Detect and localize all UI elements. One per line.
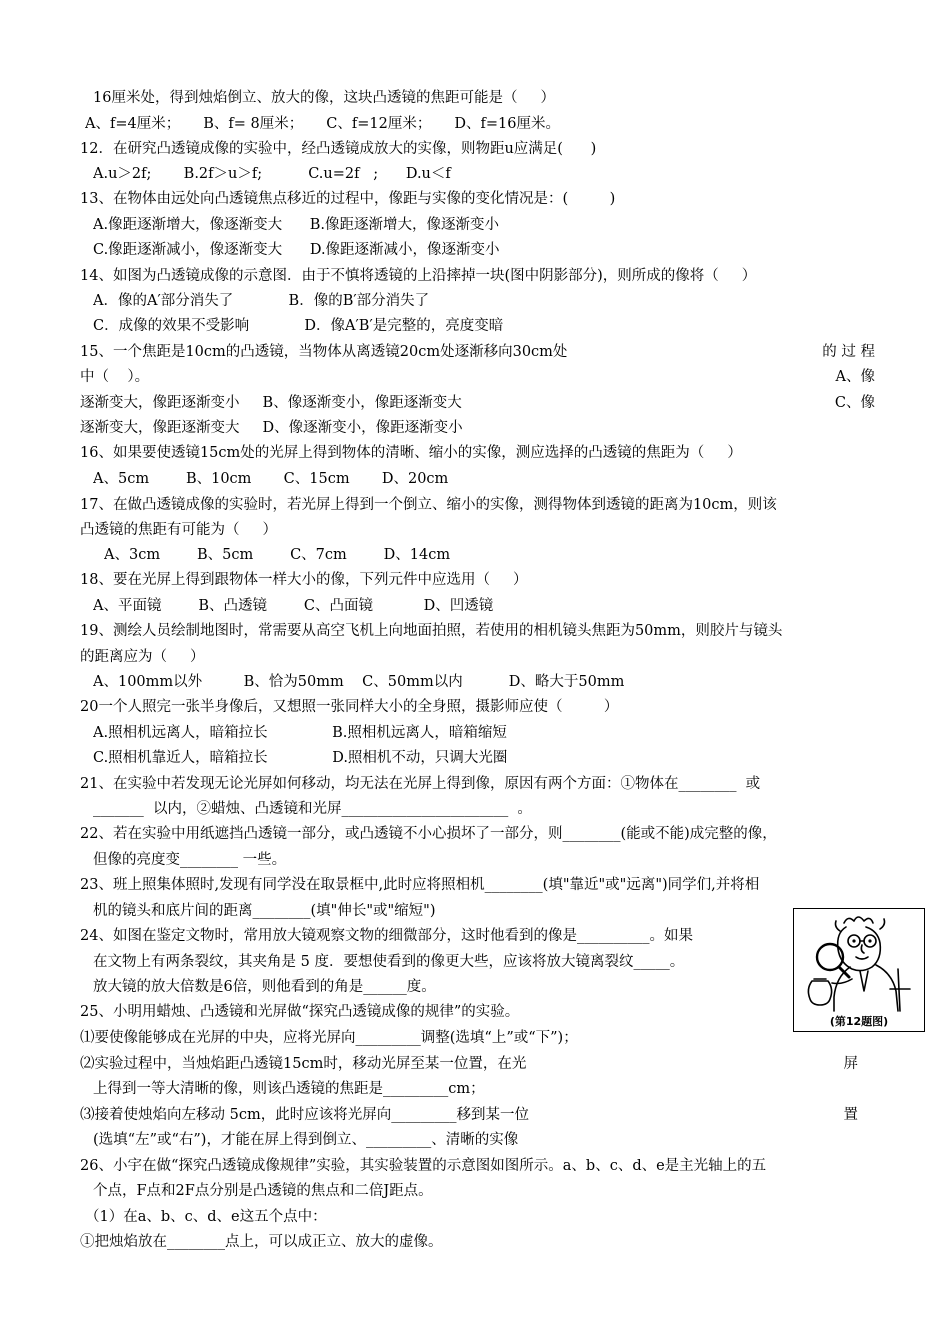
q23-stem: 23、班上照集体照时,发现有同学没在取景框中,此时应将照相机________(填"靠近"或"远离")同学们,并将相 [80,877,760,893]
q15-options-ab: 逐渐变大，像距逐渐变小 B、像逐渐变小，像距逐渐变大 C、像 [80,395,875,411]
q12-options: A.u＞2f; B.2f＞u＞f; C.u=2f ; D.u＜f [93,166,451,182]
q15-options-cd: 逐渐变大，像距逐渐变大 D、像逐渐变小，像距逐渐变小 [80,420,463,436]
q25-part2: ⑵实验过程中，当烛焰距凸透镜15cm时，移动光屏至某一位置，在光 屏 [80,1056,858,1072]
q21-stem-cont: _______ 以内，②蜡烛、凸透镜和光屏_______________________ 。 [93,801,532,817]
q17-stem: 17、在做凸透镜成像的实验时，若光屏上得到一个倒立、缩小的实像，测得物体到透镜的距离为10cm，则该 [80,497,777,513]
q15-stem: 15、一个焦距是10cm的凸透镜，当物体从离透镜20cm处逐渐移向30cm处 的 过 程 [80,344,875,360]
q11-options: A、f=4厘米； B、f= 8厘米； C、f=12厘米； D、f=16厘米。 [85,116,561,132]
q26-part1-item1: ①把烛焰放在________点上，可以成正立、放大的虚像。 [80,1234,443,1250]
q13-stem: 13、在物体由远处向凸透镜焦点移近的过程中，像距与实像的变化情况是：( ) [80,191,616,207]
q24-stem-cont2: 放大镜的放大倍数是6倍，则他看到的角是______度。 [93,979,436,995]
q22-stem-cont: 但像的亮度变________ 一些。 [93,852,287,868]
q21-stem: 21、在实验中若发现无论光屏如何移动，均无法在光屏上得到像，原因有两个方面：①物体在________ 或 [80,776,761,792]
q14-stem: 14、如图为凸透镜成像的示意图．由于不慎将透镜的上沿摔掉一块(图中阴影部分)，则所成的像将（ ） [80,268,757,284]
q24-figure [793,908,925,1032]
q20-stem: 20一个人照完一张半身像后，又想照一张同样大小的全身照，摄影师应使（ ） [80,699,619,715]
q25-stem: 25、小明用蜡烛、凸透镜和光屏做“探究凸透镜成像的规律”的实验。 [80,1004,520,1020]
q12-stem: 12．在研究凸透镜成像的实验中，经凸透镜成放大的实像，则物距u应满足( ) [80,141,597,157]
q20-options-cd: C.照相机靠近人，暗箱拉长 D.照相机不动，只调大光圈 [93,750,508,766]
q25-part3: ⑶接着使烛焰向左移动 5cm，此时应该将光屏向_________移到某一位 置 [80,1107,858,1123]
figure-caption: (第12题图) [829,1015,889,1028]
q14-options-cd: C．成像的效果不受影响 D．像A′B′是完整的，亮度变暗 [93,318,504,334]
q26-part1: （1）在a、b、c、d、e这五个点中： [85,1209,327,1225]
q26-stem-cont: 个点，F点和2F点分别是凸透镜的焦点和二倍J距点。 [93,1183,433,1199]
q24-stem: 24、如图在鉴定文物时，常用放大镜观察文物的细微部分，这时他看到的像是__________。如果 [80,928,693,944]
q15-stem-cont: 中（ ）。 A、像 [80,369,875,385]
q25-part2-cont: 上得到一等大清晰的像，则该凸透镜的焦距是_________cm； [93,1081,485,1097]
q23-stem-cont: 机的镜头和底片间的距离________(填"伸长"或"缩短") [93,903,436,919]
q24-stem-cont: 在文物上有两条裂纹，其夹角是 5 度．要想使看到的像更大些，应该将放大镜离裂纹_____。 [93,954,685,970]
q16-stem: 16、如果要使透镜15cm处的光屏上得到物体的清晰、缩小的实像，测应选择的凸透镜的焦距为（ ） [80,445,742,461]
q17-options: A、3cm B、5cm C、7cm D、14cm [104,547,451,563]
q13-options-cd: C.像距逐渐减小，像逐渐变大 D.像距逐渐减小，像逐渐变小 [93,242,500,258]
q19-options: A、100mm以外 B、恰为50mm C、50mm以内 D、略大于50mm [93,674,625,690]
q16-options: A、5cm B、10cm C、15cm D、20cm [93,471,449,487]
q19-stem: 19、测绘人员绘制地图时，常需要从高空飞机上向地面拍照，若使用的相机镜头焦距为50mm，则胶片与镜头 [80,623,783,639]
magnifier-inspector-icon [794,909,924,1015]
q14-options-ab: A．像的A′部分消失了 B．像的B′部分消失了 [93,293,430,309]
q25-part3-cont: (选填“左”或“右”)，才能在屏上得到倒立、_________、清晰的实像 [93,1132,519,1148]
q11-stem-tail: 16厘米处，得到烛焰倒立、放大的像，这块凸透镜的焦距可能是（ ） [93,90,555,106]
q13-options-ab: A.像距逐渐增大，像逐渐变大 B.像距逐渐增大，像逐渐变小 [93,217,499,233]
q19-stem-cont: 的距离应为（ ） [80,649,205,665]
q22-stem: 22、若在实验中用纸遮挡凸透镜一部分，或凸透镜不小心损坏了一部分，则________(能或不能)成完整的像， [80,826,777,842]
q18-stem: 18、要在光屏上得到跟物体一样大小的像，下列元件中应选用（ ） [80,572,528,588]
q20-options-ab: A.照相机远离人，暗箱拉长 B.照相机远离人，暗箱缩短 [93,725,507,741]
q25-part1: ⑴要使像能够成在光屏的中央，应将光屏向_________调整(选填“上”或“下”)； [80,1030,578,1046]
q26-stem: 26、小宇在做“探究凸透镜成像规律”实验，其实验装置的示意图如图所示。a、b、c、d、e是主光轴上的五 [80,1158,767,1174]
q18-options: A、平面镜 B、凸透镜 C、凸面镜 D、凹透镜 [93,598,494,614]
q17-stem-cont: 凸透镜的焦距有可能为（ ） [80,522,278,538]
